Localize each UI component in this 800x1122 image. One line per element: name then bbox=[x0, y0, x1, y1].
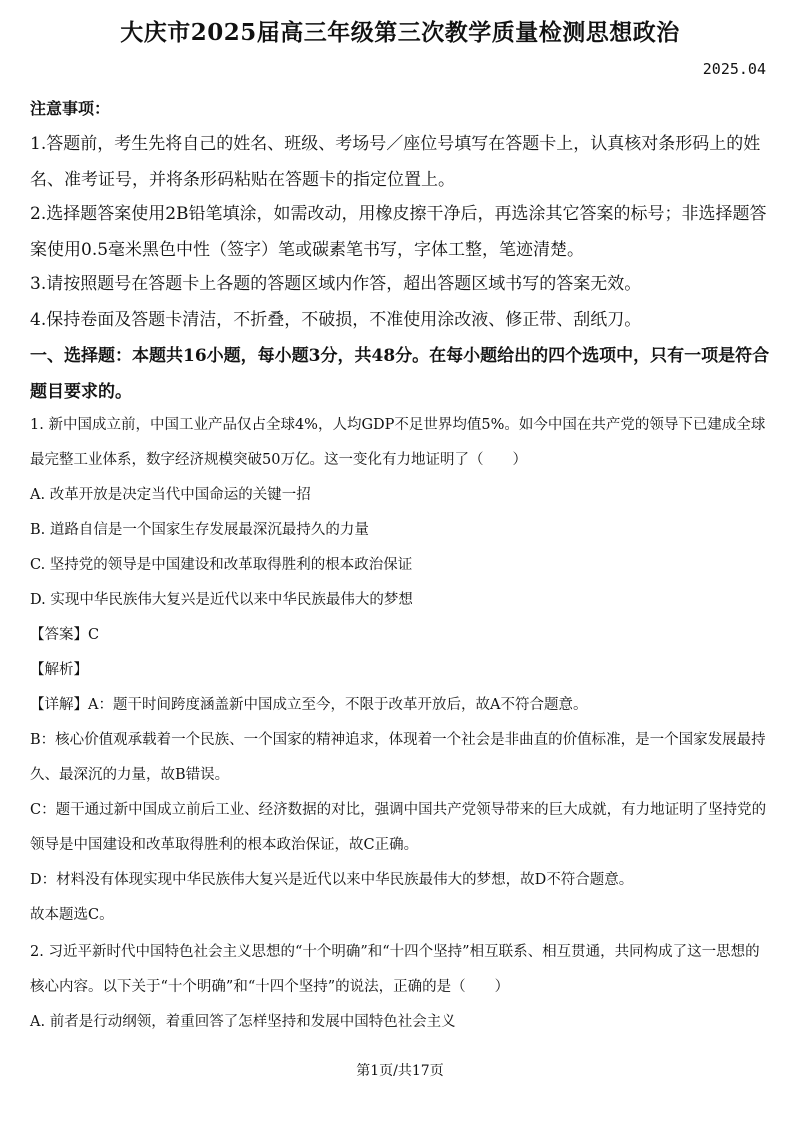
question-1-option-b: B. 道路自信是一个国家生存发展最深沉最持久的力量 bbox=[30, 522, 369, 538]
section-title: 一、选择题：本题共16小题，每小题3分，共48分。在每小题给出的四个选项中，只有一项是符合题目要求的。 bbox=[30, 346, 770, 402]
question-1-detail-b: B：核心价值观承载着一个民族、一个国家的精神追求，体现着一个社会是非曲直的价值标准，是一个国家发展最持久、最深沉的力量，故B错误。 bbox=[30, 732, 766, 783]
page-title: 大庆市2025届高三年级第三次教学质量检测思想政治 bbox=[120, 19, 680, 46]
question-2-option-a: A. 前者是行动纲领，着重回答了怎样坚持和发展中国特色社会主义 bbox=[30, 1014, 456, 1030]
question-2-stem: 2. 习近平新时代中国特色社会主义思想的“十个明确”和“十四个坚持”相互联系、相互贯通，共同构成了这一思想的核心内容。以下关于“十个明确”和“十四个坚持”的说法，正确的是（ ） bbox=[30, 944, 760, 995]
page-number: 第1页/共17页 bbox=[356, 1063, 444, 1079]
question-1-conclusion: 故本题选C。 bbox=[30, 907, 114, 923]
notice-item-3: 3.请按照题号在答题卡上各题的答题区域内作答，超出答题区域书写的答案无效。 bbox=[30, 274, 642, 294]
question-1-option-c: C. 坚持党的领导是中国建设和改革取得胜利的根本政治保证 bbox=[30, 557, 413, 573]
question-1-detail-c: C：题干通过新中国成立前后工业、经济数据的对比，强调中国共产党领导带来的巨大成就，有力地证明了坚持党的领导是中国建设和改革取得胜利的根本政治保证，故C正确。 bbox=[30, 802, 767, 853]
notice-item-4: 4.保持卷面及答题卡清洁，不折叠，不破损，不准使用涂改液、修正带、刮纸刀。 bbox=[30, 310, 642, 330]
notice-item-1: 1.答题前，考生先将自己的姓名、班级、考场号／座位号填写在答题卡上，认真核对条形码上的姓名、准考证号，并将条形码粘贴在答题卡的指定位置上。 bbox=[30, 134, 761, 190]
question-1-option-d: D. 实现中华民族伟大复兴是近代以来中华民族最伟大的梦想 bbox=[30, 592, 413, 608]
question-1-detail-d: D：材料没有体现实现中华民族伟大复兴是近代以来中华民族最伟大的梦想，故D不符合题意。 bbox=[30, 872, 634, 888]
question-1-analysis-label: 【解析】 bbox=[30, 662, 88, 678]
notice-heading: 注意事项： bbox=[30, 99, 111, 118]
question-1-answer: 【答案】C bbox=[30, 627, 100, 643]
exam-date: 2025.04 bbox=[702, 60, 766, 78]
question-1-stem: 1. 新中国成立前，中国工业产品仅占全球4%，人均GDP不足世界均值5%。如今中国在共产党的领导下已建成全球最完整工业体系，数字经济规模突破50万亿。这一变化有力地证明了（ ） bbox=[30, 417, 766, 468]
question-1-option-a: A. 改革开放是决定当代中国命运的关键一招 bbox=[30, 487, 311, 503]
question-1-detail-a: 【详解】A：题干时间跨度涵盖新中国成立至今，不限于改革开放后，故A不符合题意。 bbox=[30, 697, 588, 713]
notice-item-2: 2.选择题答案使用2B铅笔填涂，如需改动，用橡皮擦干净后，再选涂其它答案的标号；非选择题答案使用0.5毫米黑色中性（签字）笔或碳素笔书写，字体工整，笔迹清楚。 bbox=[30, 204, 767, 260]
